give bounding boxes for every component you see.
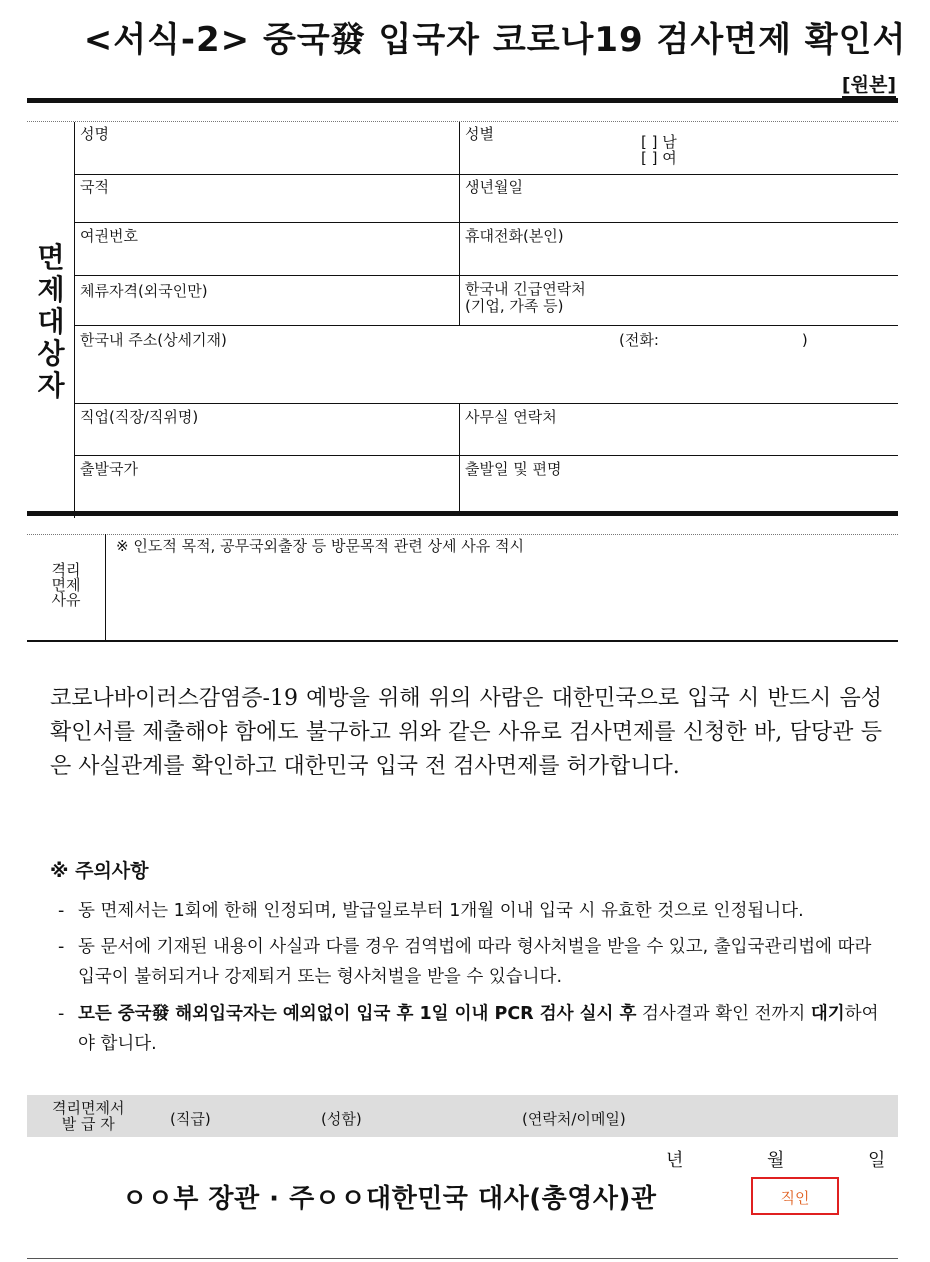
issuer-name-field[interactable]: (성함)	[321, 1110, 362, 1128]
field-name: 성명	[80, 125, 109, 143]
checkbox-male[interactable]: [ ] 남	[641, 133, 677, 151]
row-line	[74, 403, 898, 404]
row-line	[74, 275, 898, 276]
date-year: 년	[666, 1150, 684, 1171]
bottom-rule	[27, 1258, 898, 1259]
approval-statement: 코로나바이러스감염증-19 예방을 위해 위의 사람은 대한민국으로 입국 시 반드시 음성확인서를 제출해야 함에도 불구하고 위와 같은 사유로 검사면제를 신청한 바, 담당관 등은 사실관계를 확인하고 대한민국 입국 전 검사면제를 허가합니다.	[50, 686, 882, 779]
grid-left-line	[74, 122, 75, 518]
field-visa-status: 체류자격(외국인만)	[80, 282, 208, 300]
row-line	[74, 455, 898, 456]
issuing-authority: ㅇㅇ부 장관 · 주ㅇㅇ대한민국 대사(총영사)관	[122, 1184, 657, 1214]
date-month: 월	[767, 1150, 785, 1171]
reason-top-dotted	[27, 534, 898, 535]
notice-title: ※ 주의사항	[50, 860, 149, 882]
issuer-contact-field[interactable]: (연락처/이메일)	[522, 1110, 626, 1128]
field-sex: 성별	[465, 125, 494, 143]
date-day: 일	[868, 1150, 886, 1171]
notice-item-3: - 모든 중국發 해외입국자는 예외없이 입국 후 1일 이내 PCR 검사 실시 후 검사결과 확인 전까지 대기하여야 합니다.	[58, 1004, 879, 1054]
notice-item-2: - 동 문서에 기재된 내용이 사실과 다를 경우 검역법에 따라 형사처벌을 받을 수 있고, 출입국관리법에 따라 입국이 불허되거나 강제퇴거 또는 형사처벌을 받을 수 있습니다.	[58, 937, 872, 987]
grid-mid-line-upper	[459, 122, 460, 325]
section-label-exemption-subject: 면 제 대 상 자	[37, 241, 65, 402]
field-address-phone: (전화: )	[619, 331, 808, 349]
issuer-label: 격리면제서 발 급 자	[52, 1099, 125, 1133]
reason-label: 격리 면제 사유	[51, 561, 81, 609]
notice-item-1: - 동 면제서는 1회에 한해 인정되며, 발급일로부터 1개월 이내 입국 시 유효한 것으로 인정됩니다.	[58, 901, 804, 921]
field-passport: 여권번호	[80, 227, 138, 245]
form-top-dotted	[27, 121, 898, 122]
grid-mid-line-lower	[459, 403, 460, 515]
reason-bottom-rule	[27, 640, 898, 642]
reason-divider	[105, 534, 106, 640]
title-rule	[27, 98, 898, 103]
field-birthdate: 생년월일	[465, 178, 523, 196]
reason-hint: ※ 인도적 목적, 공무국외출장 등 방문목적 관련 상세 사유 적시	[116, 537, 525, 555]
field-address: 한국내 주소(상세기재)	[80, 331, 227, 349]
row-line	[74, 222, 898, 223]
official-seal: 직인	[751, 1177, 839, 1215]
row-line	[74, 174, 898, 175]
field-occupation: 직업(직장/직위명)	[80, 408, 199, 426]
row-line	[74, 325, 898, 326]
document-title: <서식-2> 중국發 입국자 코로나19 검사면제 확인서	[83, 20, 907, 60]
checkbox-female[interactable]: [ ] 여	[641, 149, 677, 167]
field-departure-date-flight: 출발일 및 편명	[465, 460, 562, 478]
issuer-rank-field[interactable]: (직급)	[170, 1110, 211, 1128]
field-departure-country: 출발국가	[80, 460, 138, 478]
issuer-bar	[27, 1095, 898, 1137]
field-mobile: 휴대전화(본인)	[465, 227, 564, 245]
original-mark: [원본]	[841, 74, 896, 96]
form-rule	[27, 511, 898, 516]
field-emergency-contact: 한국내 긴급연락처 (기업, 가족 등)	[465, 280, 586, 315]
field-nationality: 국적	[80, 178, 109, 196]
field-office-contact: 사무실 연락처	[465, 408, 557, 426]
